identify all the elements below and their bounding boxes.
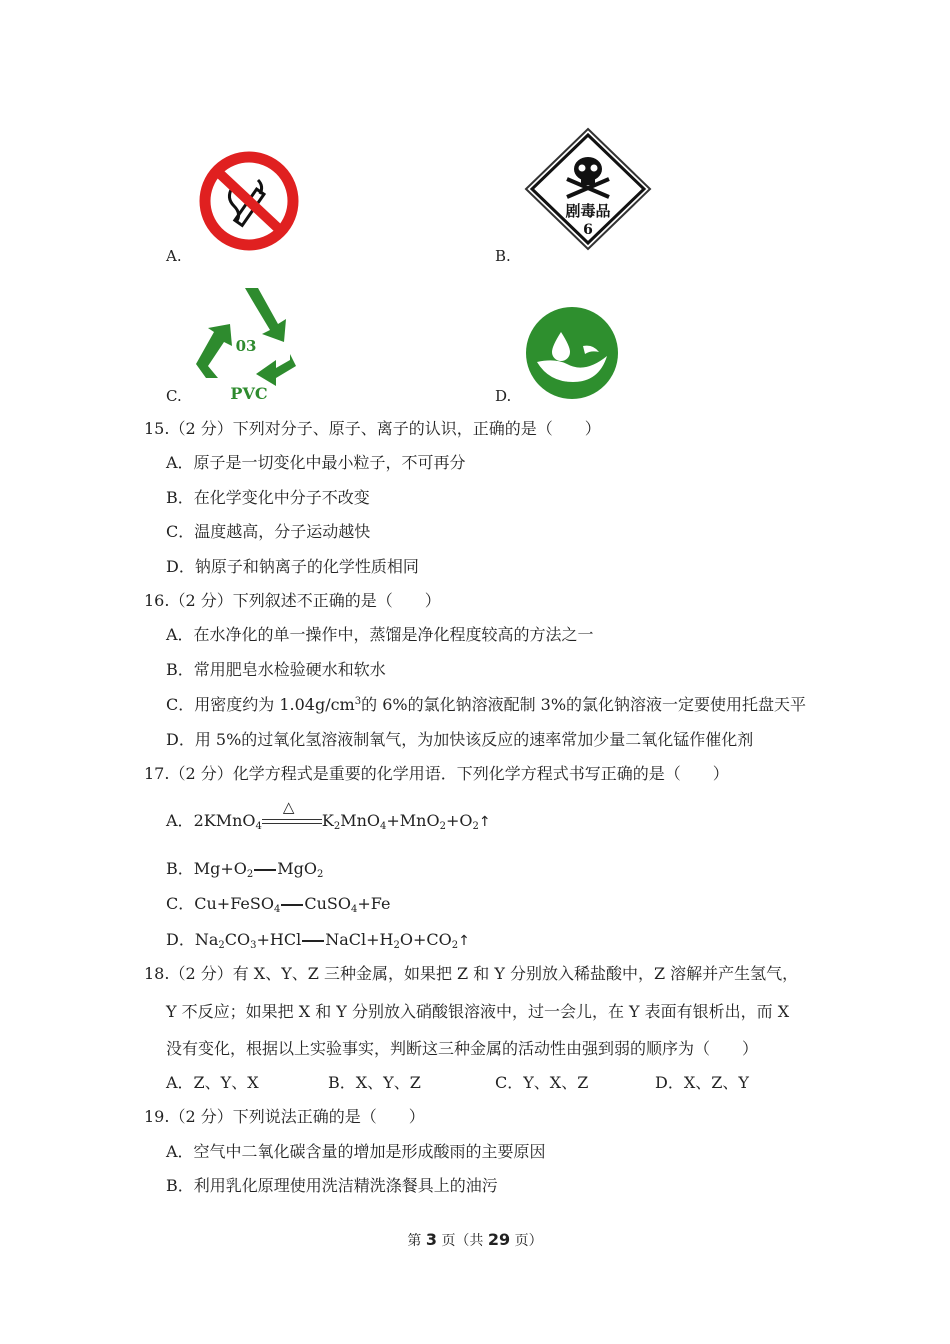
no-smoking-icon bbox=[196, 148, 302, 254]
q15-stem: 15.（2 分）下列对分子、原子、离子的认识，正确的是（ ） bbox=[144, 419, 601, 438]
q17-option-d: D．$Na_2CO_3+HCl$ $NaCl+H_2O+CO_2↑$ bbox=[166, 930, 470, 951]
water-saving-icon bbox=[525, 306, 619, 400]
q16-option-b: B．常用肥皂水检验硬水和软水 bbox=[166, 660, 386, 679]
q18-option-d: D．X、Z、Y bbox=[655, 1073, 749, 1092]
q17-option-c: C．Cu+FeSO$_4$ CuSO$_4$+Fe bbox=[166, 894, 391, 915]
q16-option-c: C．用密度约为 $1.04g/cm^3$的 6%的氯化钠溶液配制 3%的氯化钠溶液一定要使用托盘天平 bbox=[166, 695, 807, 714]
q19-option-b: B．利用乳化原理使用洗洁精洗涤餐具上的油污 bbox=[166, 1176, 498, 1195]
recycle-code: 03 bbox=[235, 337, 257, 355]
toxic-label: 剧毒品 bbox=[565, 202, 611, 220]
gas-arrow-icon: ↑ bbox=[458, 933, 470, 949]
option-a-label: A. bbox=[166, 247, 182, 265]
recycle-pvc-icon bbox=[192, 284, 302, 404]
toxic-hazard-sign bbox=[523, 127, 653, 251]
q15-option-b: B．在化学变化中分子不改变 bbox=[166, 488, 370, 507]
option-d-image bbox=[525, 306, 619, 400]
option-c-image bbox=[192, 284, 302, 404]
q18-option-b: B．X、Y、Z bbox=[328, 1073, 421, 1092]
q16-option-d: D．用 5%的过氧化氢溶液制氧气，为加快该反应的速率常加少量二氧化锰作催化剂 bbox=[166, 730, 754, 749]
page-total: 29 bbox=[487, 1230, 511, 1249]
q15-option-c: C．温度越高，分子运动越快 bbox=[166, 522, 371, 541]
page-number: 3 bbox=[425, 1230, 437, 1249]
page-footer: 第 3 页（共 29 页） bbox=[407, 1230, 543, 1249]
q18-stem-line2: Y 不反应；如果把 X 和 Y 分别放入硝酸银溶液中，过一会儿，在 Y 表面有银析出，而 X bbox=[166, 1002, 790, 1021]
q18-option-c: C．Y、X、Z bbox=[495, 1073, 589, 1092]
option-b-image bbox=[523, 127, 653, 251]
q17-option-a: A．2KMnO$_4$ △ $K_2MnO_4+MnO_2+O_2↑$ bbox=[166, 797, 491, 832]
q15-option-a: A．原子是一切变化中最小粒子，不可再分 bbox=[166, 453, 466, 472]
q16-stem: 16.（2 分）下列叙述不正确的是（ ） bbox=[144, 591, 441, 610]
gas-arrow-icon: ↑ bbox=[478, 814, 491, 830]
option-b-label: B. bbox=[495, 247, 511, 265]
recycle-material: PVC bbox=[230, 384, 268, 403]
q19-option-a: A．空气中二氧化碳含量的增加是形成酸雨的主要原因 bbox=[166, 1142, 546, 1161]
q15-option-d: D．钠原子和钠离子的化学性质相同 bbox=[166, 557, 419, 576]
q18-stem-line1: 18.（2 分）有 X、Y、Z 三种金属，如果把 Z 和 Y 分别放入稀盐酸中，Z 溶解并产生氢气， bbox=[144, 964, 799, 983]
q18-stem-line3: 没有变化，根据以上实验事实，判断这三种金属的活动性由强到弱的顺序为（ ） bbox=[166, 1039, 759, 1058]
heating-equals-sign: △ bbox=[262, 815, 322, 829]
option-d-label: D. bbox=[495, 387, 512, 405]
option-c-label: C. bbox=[166, 387, 182, 405]
option-a-image bbox=[196, 148, 302, 254]
q18-option-a: A．Z、Y、X bbox=[166, 1073, 259, 1092]
q16-option-a: A．在水净化的单一操作中，蒸馏是净化程度较高的方法之一 bbox=[166, 625, 594, 644]
q17-option-b: B．$Mg+O_2$ MgO$_2$ bbox=[166, 859, 324, 880]
hazard-class-number: 6 bbox=[583, 222, 593, 238]
q19-stem: 19.（2 分）下列说法正确的是（ ） bbox=[144, 1107, 425, 1126]
q17-stem: 17.（2 分）化学方程式是重要的化学用语．下列化学方程式书写正确的是（ ） bbox=[144, 764, 729, 783]
